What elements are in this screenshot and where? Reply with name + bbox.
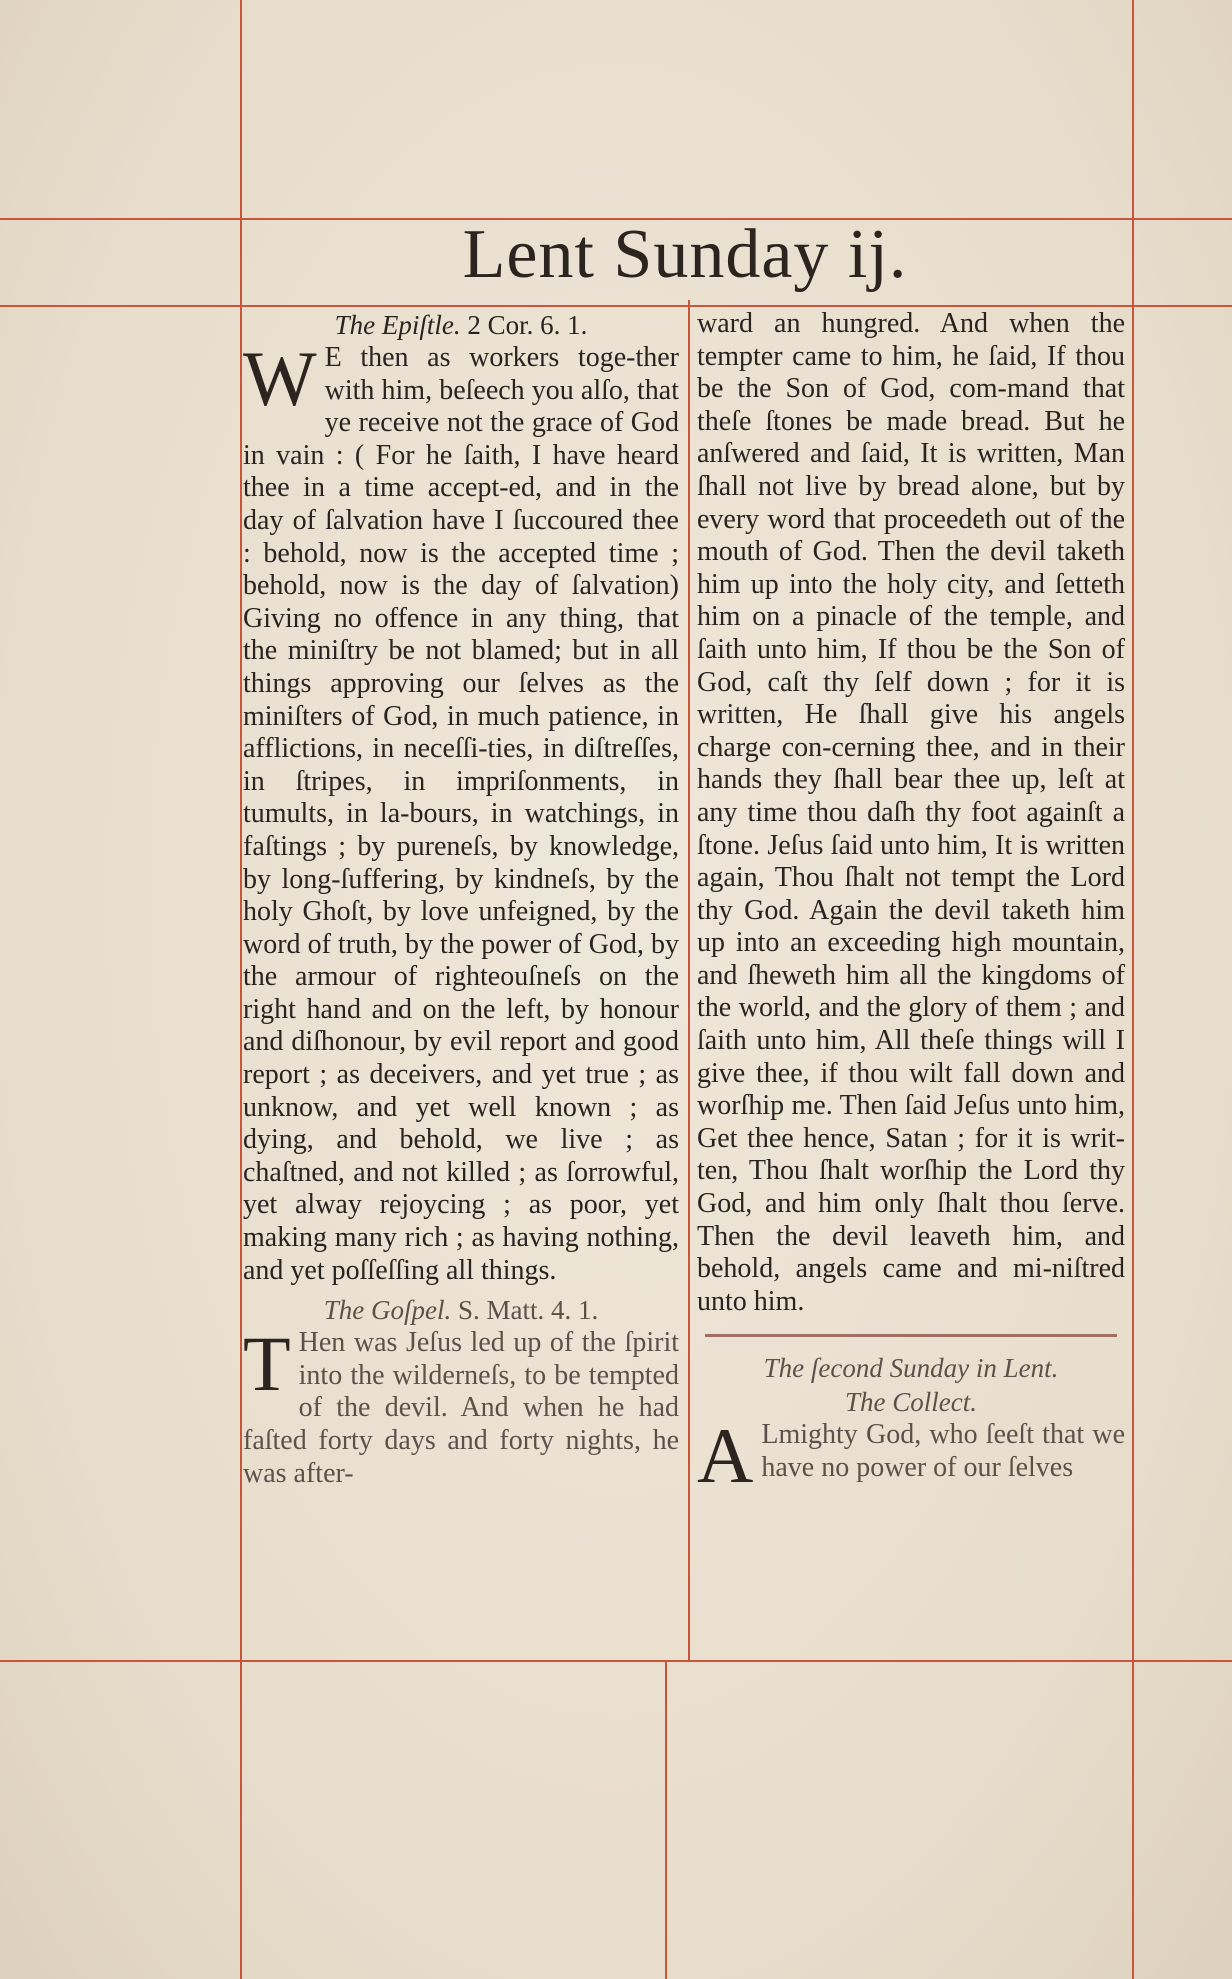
page-title: Lent Sunday ij. <box>462 216 908 293</box>
rule-column-divider-top <box>688 300 690 1660</box>
section-divider <box>705 1334 1117 1337</box>
epistle-heading-label: The Epiſtle. <box>334 310 461 340</box>
rule-title-bottom <box>0 305 1232 307</box>
epistle-reference: 2 Cor. 6. 1. <box>467 310 588 340</box>
left-column <box>243 308 679 1490</box>
gospel-heading-label: The Goſpel. <box>323 1295 452 1326</box>
collect-body <box>697 1412 1125 1500</box>
gospel-body <box>243 1320 679 1490</box>
gospel-heading <box>243 1293 679 1327</box>
collect-text: Lmighty God, who ſeeſt that we have no power of our ſelves <box>761 1419 1125 1483</box>
rule-text-bottom <box>0 1660 1232 1662</box>
epistle-body <box>243 335 679 1287</box>
collect-heading: The Collect. <box>845 1387 977 1418</box>
gospel-dropcap: T <box>243 1320 291 1408</box>
rule-column-divider-bottom <box>665 1660 667 1979</box>
epistle-text: E then as workers toge-ther with him, beſeech you alſo, that ye receive not the grace of God in vain : ( For he ſaith, I have heard thee in a time accept-ed, and in the day of ſalvation have I ſuccoured thee : behold, now is the accepted time ; behold, now is the day of ſalvation) Giving no offence in any thing, that the miniſtry be not blamed; but in all things approving our ſelves as the miniſters of God, in much patience, in afflictions, in neceſſi-ties, in diſtreſſes, in ſtripes, in impriſonments, in tumults, in la-bours, in watchings, in faſtings ; by pureneſs, by knowledge, by long-ſuffering, by kindneſs, by the holy Ghoſt, by love unfeigned, by the word of truth, by the power of God, by the armour of righteouſneſs on the right hand and on the left, by honour and diſhonour, by evil report and good report ; as deceivers, and yet true ; as unknow, and yet well known ; as dying, and behold, we live ; as chaſtned, and not killed ; as ſorrowful, yet alway rejoycing ; as poor, yet making many rich ; as having nothing, and yet poſſeſſing all things. <box>243 342 679 1286</box>
gospel-text: Hen was Jeſus led up of the ſpirit into the wilderneſs, to be tempted of the devil. And when he had faſted forty days and forty nights, he was after- <box>243 1327 679 1489</box>
gospel-reference: S. Matt. 4. 1. <box>457 1295 599 1326</box>
sunday-heading: The ſecond Sunday in Lent. <box>763 1353 1059 1384</box>
right-column <box>697 308 1125 1500</box>
epistle-dropcap: W <box>243 335 317 422</box>
collect-dropcap: A <box>697 1412 754 1500</box>
rule-right-margin <box>1132 0 1134 1979</box>
gospel-continued: ward an hungred. And when the tempter came to him, he ſaid, If thou be the Son of God, com-mand that theſe ſtones be made bread. But he anſwered and ſaid, It is written, Man ſhall not live by bread alone, but by every word that proceedeth out of the mouth of God. Then the devil taketh him up into the holy city, and ſetteth him on a pinacle of the temple, and ſaith unto him, If thou be the Son of God, caſt thy ſelf down ; for it is written, He ſhall give his angels charge con-cerning thee, and in their hands they ſhall bear thee up, leſt at any time thou daſh thy foot againſt a ſtone. Jeſus ſaid unto him, It is written again, Thou ſhalt not tempt the Lord thy God. Again the devil taketh him up into an exceeding high mountain, and ſheweth him all the kingdoms of the world, and the glory of them ; and ſaith unto him, All theſe things will I give thee, if thou wilt fall down and worſhip me. Then ſaid Jeſus unto him, Get thee hence, Satan ; for it is writ-ten, Thou ſhalt worſhip the Lord thy God, and him only ſhalt thou ſerve. Then the devil leaveth him, and behold, angels came and mi-niſtred unto him. <box>697 308 1125 1317</box>
